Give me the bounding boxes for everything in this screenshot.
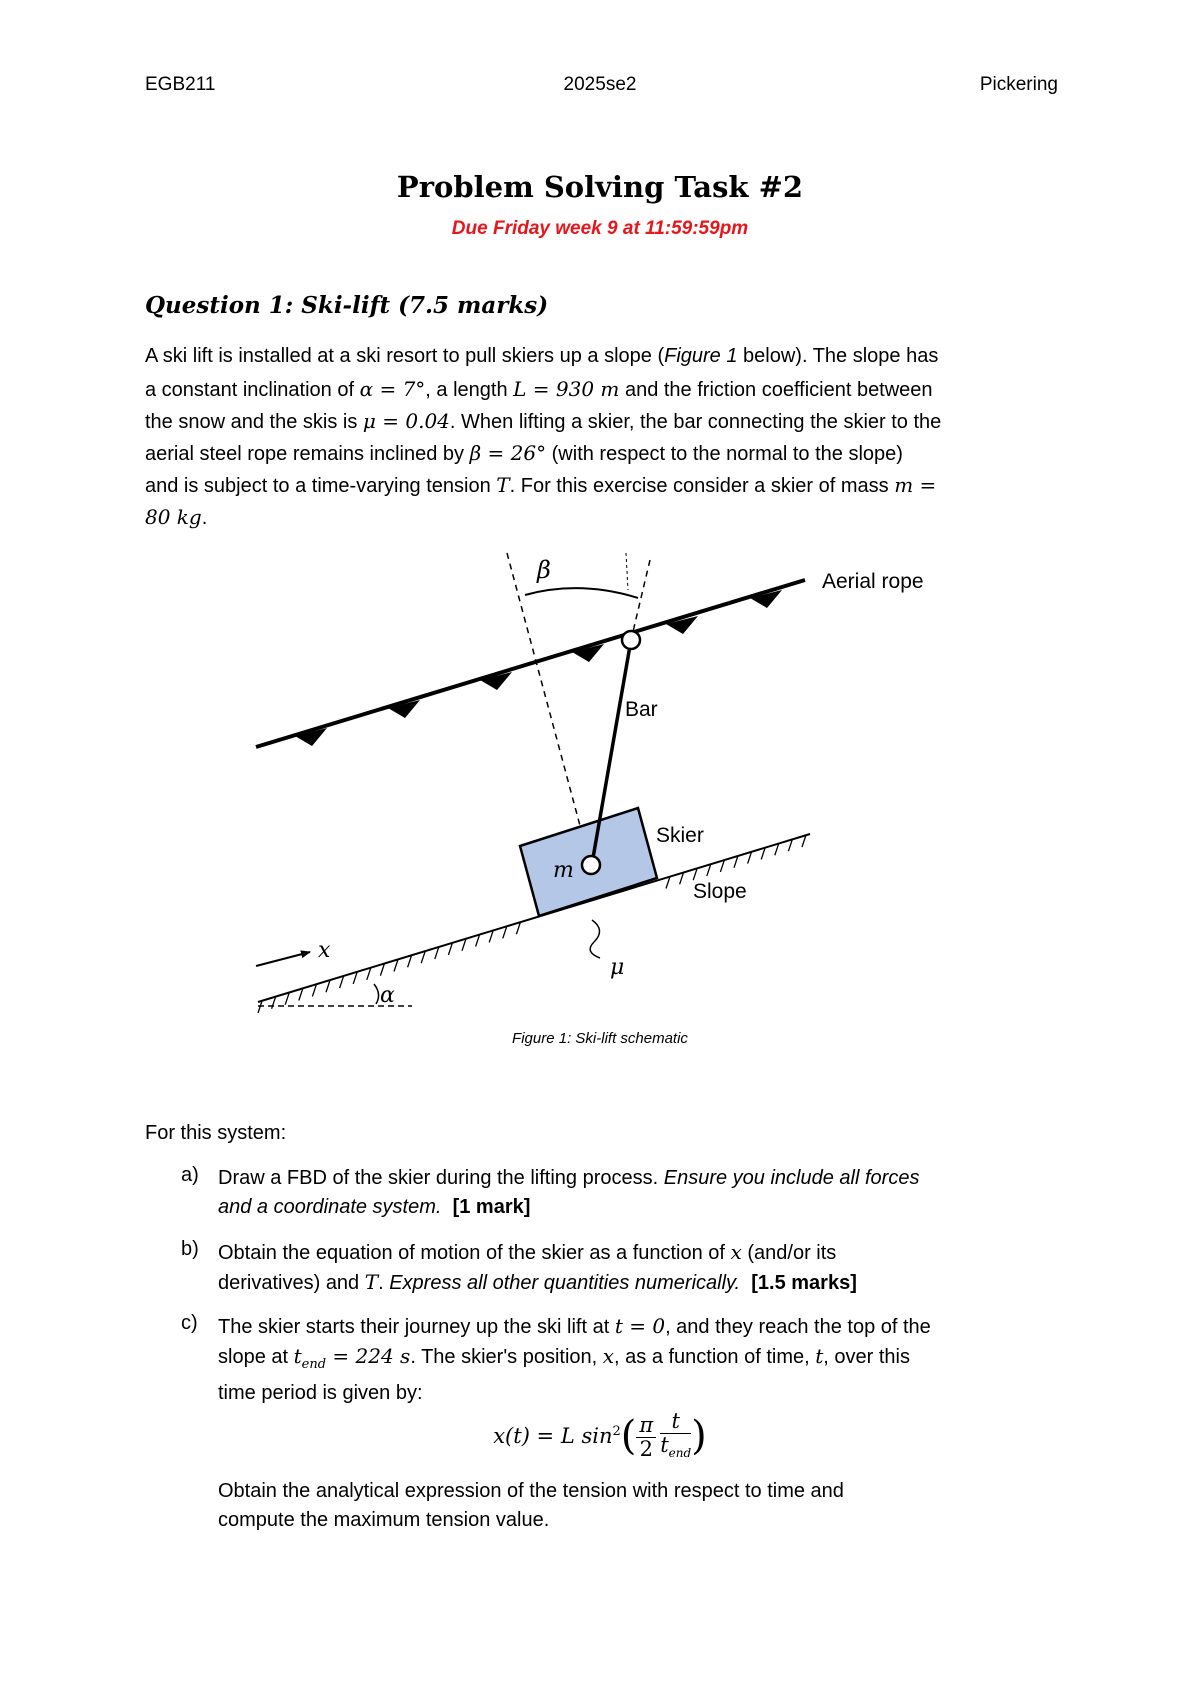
x-axis-arrow	[256, 952, 310, 966]
alpha-label: α	[380, 983, 395, 1008]
beta-angle-arc	[525, 588, 638, 598]
short-dashed-tick	[626, 553, 628, 590]
figure-caption: Figure 1: Ski-lift schematic	[512, 1030, 688, 1047]
slope-label: Slope	[693, 880, 747, 903]
aerial-rope-label: Aerial rope	[822, 570, 924, 593]
para-line-5: and is subject to a time-varying tension T. For this exercise consider a skier of mass m =	[145, 473, 937, 497]
para-line-4: aerial steel rope remains inclined by β = 26° (with respect to the normal to the slope)	[145, 441, 903, 465]
skier-pivot	[582, 856, 600, 874]
para-line-3: the snow and the skis is μ = 0.04. When lifting a skier, the bar connecting the skier to the	[145, 409, 942, 433]
aerial-rope-line	[256, 580, 805, 747]
header-term: 2025se2	[563, 74, 637, 95]
system-intro: For this system:	[145, 1122, 287, 1144]
friction-pointer	[590, 920, 600, 958]
question-heading: Question 1: Ski-lift (7.5 marks)	[145, 292, 549, 319]
bar-label: Bar	[625, 698, 658, 721]
position-equation: x(t) = L $\sin^2$( $\frac{\pi}{2}$ t $t_{end}$ )	[493, 1409, 707, 1462]
ski-lift-schematic	[240, 548, 960, 1018]
rope-pivot	[622, 631, 640, 649]
skier-label: Skier	[656, 824, 704, 847]
slope-normal-dashed-line	[507, 553, 586, 848]
para-line-6: 80 kg.	[145, 505, 208, 529]
header-course: EGB211	[145, 74, 216, 95]
beta-label: β	[537, 556, 551, 584]
mass-label: m	[553, 858, 574, 883]
para-line-2: a constant inclination of α = 7°, a length L = 930 m and the friction coefficient between	[145, 377, 933, 401]
header-author: Pickering	[979, 74, 1058, 95]
alpha-angle-arc	[374, 984, 379, 1004]
document-title: Problem Solving Task #2	[396, 170, 804, 204]
x-axis-label: x	[318, 938, 331, 963]
due-date: Due Friday week 9 at 11:59:59pm	[451, 218, 749, 239]
para-line-1: A ski lift is installed at a ski resort to pull skiers up a slope (Figure 1 below). The slope has	[145, 345, 939, 367]
mu-label: μ	[610, 955, 625, 980]
